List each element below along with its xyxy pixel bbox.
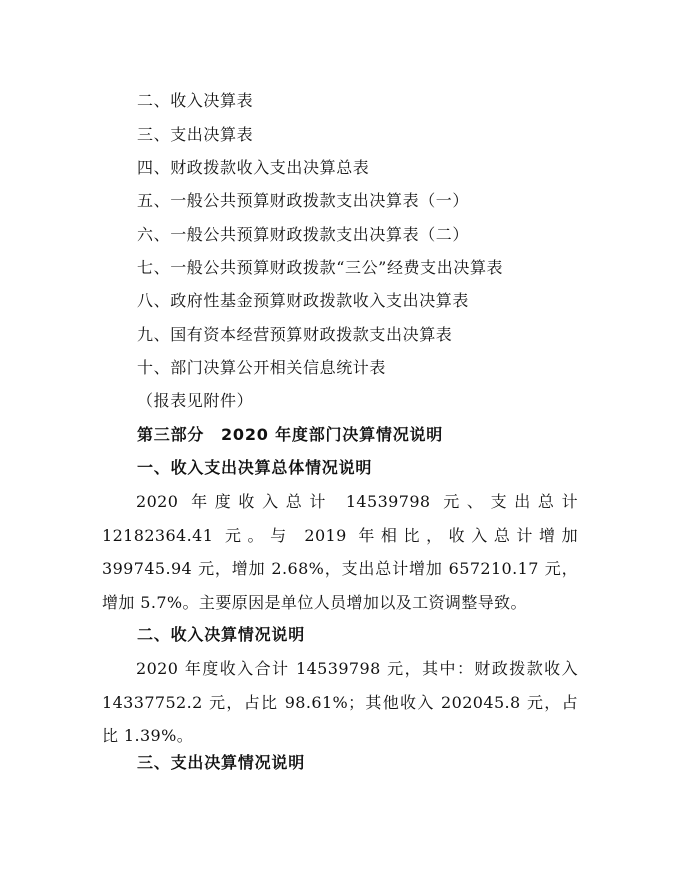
section-heading: 二、收入决算情况说明 bbox=[137, 625, 306, 644]
toc-item: 二、收入决算表 bbox=[137, 91, 254, 110]
section-paragraph: 2020 年度收入合计 14539798 元，其中：财政拨款收入 14337752.2 元，占比 98.61%；其他收入 202045.8 元，占比 1.39%。 bbox=[102, 659, 578, 745]
attachment-note: （报表见附件） bbox=[137, 391, 254, 410]
toc-item: 七、一般公共预算财政拨款“三公”经费支出决算表 bbox=[137, 258, 504, 277]
section-paragraph: 2020 年度收入总计 14539798 元、支出总计 12182364.41 元。与 2019 年相比，收入总计增加 399745.94 元，增加 2.68%，支出总计增加 657210.17 元，增加 5.7%。主要原因是单位人员增加以及工资调整导致。 bbox=[102, 492, 578, 612]
section-heading: 三、支出决算情况说明 bbox=[137, 753, 306, 772]
toc-item: 三、支出决算表 bbox=[137, 125, 254, 144]
toc-item: 五、一般公共预算财政拨款支出决算表（一） bbox=[137, 191, 470, 210]
section-heading: 一、收入支出决算总体情况说明 bbox=[137, 458, 373, 477]
toc-item: 四、财政拨款收入支出决算总表 bbox=[137, 158, 370, 177]
toc-item: 八、政府性基金预算财政拨款收入支出决算表 bbox=[137, 291, 470, 310]
toc-item: 九、国有资本经营预算财政拨款支出决算表 bbox=[137, 325, 453, 344]
toc-item: 六、一般公共预算财政拨款支出决算表（二） bbox=[137, 225, 470, 244]
part-title: 第三部分 2020 年度部门决算情况说明 bbox=[137, 425, 444, 444]
toc-item: 十、部门决算公开相关信息统计表 bbox=[137, 358, 387, 377]
